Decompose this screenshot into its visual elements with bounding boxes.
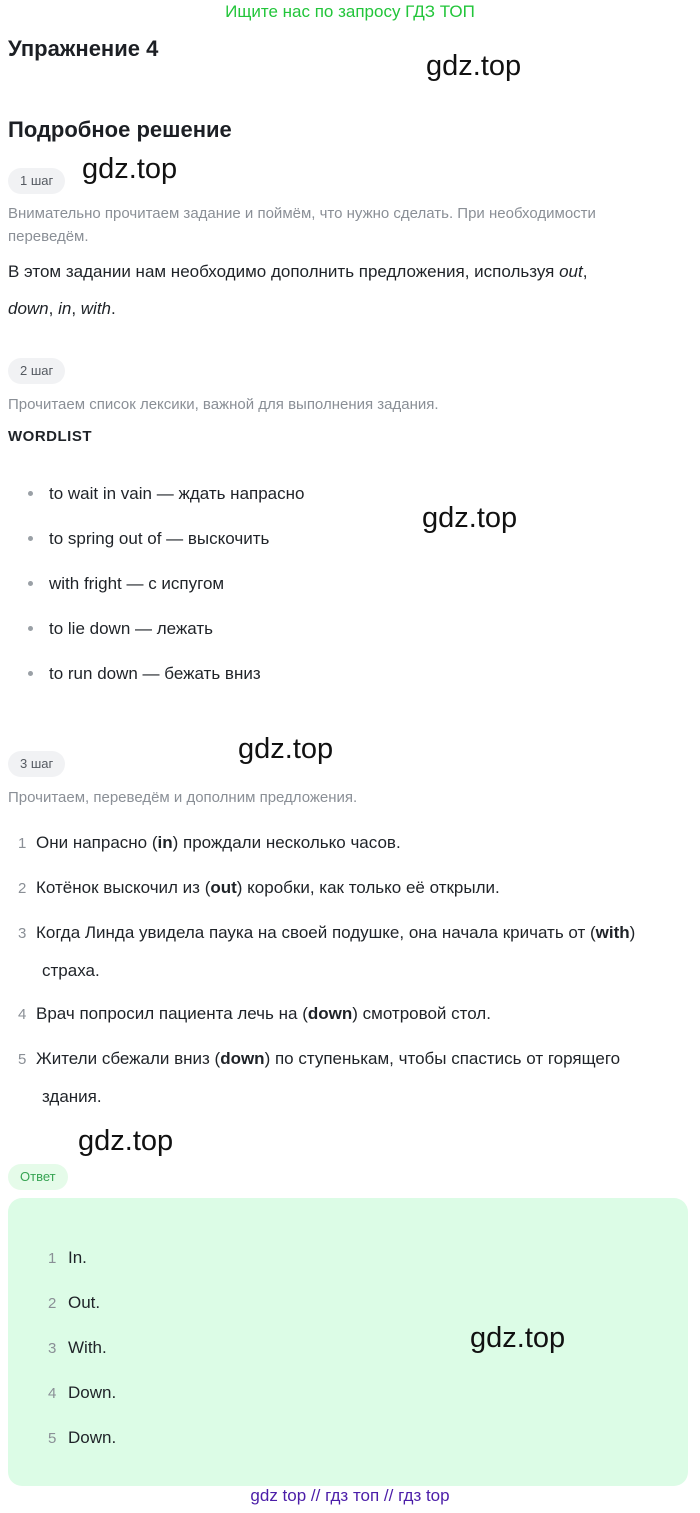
item-number: 4 bbox=[48, 1385, 57, 1402]
answer-item bbox=[48, 1381, 116, 1405]
item-number: 5 bbox=[18, 1051, 27, 1068]
wordlist-item-text: to spring out of — выскочить bbox=[49, 529, 270, 548]
watermark: gdz.top bbox=[422, 502, 518, 534]
answer-item bbox=[48, 1246, 87, 1270]
sentence-item bbox=[18, 1040, 690, 1115]
item-number: 2 bbox=[18, 880, 27, 897]
word-with: with bbox=[80, 299, 112, 318]
sep: , bbox=[582, 262, 588, 281]
wordlist-item-text: to lie down — лежать bbox=[49, 619, 213, 638]
wordlist-heading: WORDLIST bbox=[8, 428, 92, 445]
answer-word: down bbox=[307, 1004, 353, 1023]
step-2-hint: Прочитаем список лексики, важной для выполнения задания. bbox=[8, 396, 439, 413]
sentence-text: Жители сбежали вниз ( bbox=[36, 1049, 221, 1068]
answer-item bbox=[48, 1336, 107, 1360]
wordlist-item bbox=[28, 482, 304, 506]
answer-word: in bbox=[157, 833, 173, 852]
bullet-icon bbox=[28, 626, 33, 631]
bullet-icon bbox=[28, 491, 33, 496]
watermark: gdz.top bbox=[238, 733, 334, 765]
step-3-hint: Прочитаем, переведём и дополним предложения. bbox=[8, 789, 358, 806]
answer-word: with bbox=[595, 923, 630, 942]
word-out: out bbox=[559, 262, 583, 281]
sentence-text: Врач попросил пациента лечь на ( bbox=[36, 1004, 308, 1023]
wordlist-item bbox=[28, 527, 269, 551]
word-in: in bbox=[58, 299, 72, 318]
bullet-icon bbox=[28, 581, 33, 586]
wordlist-item-text: with fright — с испугом bbox=[49, 574, 225, 593]
answer-text: With. bbox=[68, 1338, 107, 1357]
item-number: 4 bbox=[18, 1006, 27, 1023]
sentence-text: Когда Линда увидела паука на своей подушке, она начала кричать от ( bbox=[36, 923, 596, 942]
watermark: gdz.top bbox=[82, 153, 178, 185]
end: . bbox=[111, 299, 116, 318]
sentence-text: ) bbox=[629, 923, 636, 942]
step-2-badge: 2 шаг bbox=[8, 358, 65, 384]
step-1-text bbox=[8, 253, 688, 327]
answer-item bbox=[48, 1426, 116, 1450]
sentence-item bbox=[18, 869, 690, 907]
answer-word: out bbox=[210, 878, 237, 897]
wordlist-item bbox=[28, 572, 224, 596]
watermark: gdz.top bbox=[78, 1125, 174, 1157]
sentence-text: ) по ступенькам, чтобы спастись от горящего bbox=[264, 1049, 621, 1068]
item-number: 1 bbox=[48, 1250, 57, 1267]
item-number: 2 bbox=[48, 1295, 57, 1312]
wordlist-item-text: to run down — бежать вниз bbox=[49, 664, 261, 683]
step-1-badge: 1 шаг bbox=[8, 168, 65, 194]
sentence-item bbox=[18, 995, 690, 1033]
item-number: 1 bbox=[18, 835, 27, 852]
word-down: down bbox=[8, 299, 49, 318]
answer-item bbox=[48, 1291, 100, 1315]
item-number: 3 bbox=[48, 1340, 57, 1357]
sentence-text: Котёнок выскочил из ( bbox=[36, 878, 211, 897]
sep: , bbox=[48, 299, 59, 318]
step-1-hint: Внимательно прочитаем задание и поймём, что нужно сделать. При необходимости переведём. bbox=[8, 205, 596, 245]
item-number: 3 bbox=[18, 925, 27, 942]
answer-text: Down. bbox=[68, 1428, 117, 1447]
answer-badge: Ответ bbox=[8, 1164, 68, 1190]
bullet-icon bbox=[28, 671, 33, 676]
bullet-icon bbox=[28, 536, 33, 541]
answer-text: In. bbox=[68, 1248, 87, 1267]
section-title: Подробное решение bbox=[8, 117, 232, 142]
watermark: gdz.top bbox=[470, 1322, 566, 1354]
search-banner: Ищите нас по запросу ГДЗ ТОП bbox=[225, 2, 475, 21]
page-title: Упражнение 4 bbox=[8, 36, 159, 61]
answer-text: Down. bbox=[68, 1383, 117, 1402]
sep: , bbox=[71, 299, 81, 318]
sentence-text: ) прождали несколько часов. bbox=[172, 833, 401, 852]
sentence-text: ) коробки, как только её открыли. bbox=[236, 878, 500, 897]
sentence-text: Они напрасно ( bbox=[36, 833, 158, 852]
answer-word: down bbox=[220, 1049, 265, 1068]
step-3-badge: 3 шаг bbox=[8, 751, 65, 777]
item-number: 5 bbox=[48, 1430, 57, 1447]
sentence-item bbox=[18, 914, 690, 989]
sentence-text: ) смотровой стол. bbox=[352, 1004, 491, 1023]
answer-text: Out. bbox=[68, 1293, 101, 1312]
wordlist-item bbox=[28, 662, 261, 686]
wordlist-item bbox=[28, 617, 213, 641]
wordlist-item-text: to wait in vain — ждать напрасно bbox=[49, 484, 305, 503]
step-1-text-a: В этом задании нам необходимо дополнить предложения, используя bbox=[8, 262, 560, 281]
watermark: gdz.top bbox=[426, 50, 522, 82]
footer: gdz top // гдз топ // гдз top bbox=[250, 1486, 450, 1505]
sentence-continuation: здания. bbox=[42, 1087, 102, 1106]
sentence-item bbox=[18, 824, 690, 862]
sentence-continuation: страха. bbox=[42, 961, 100, 980]
